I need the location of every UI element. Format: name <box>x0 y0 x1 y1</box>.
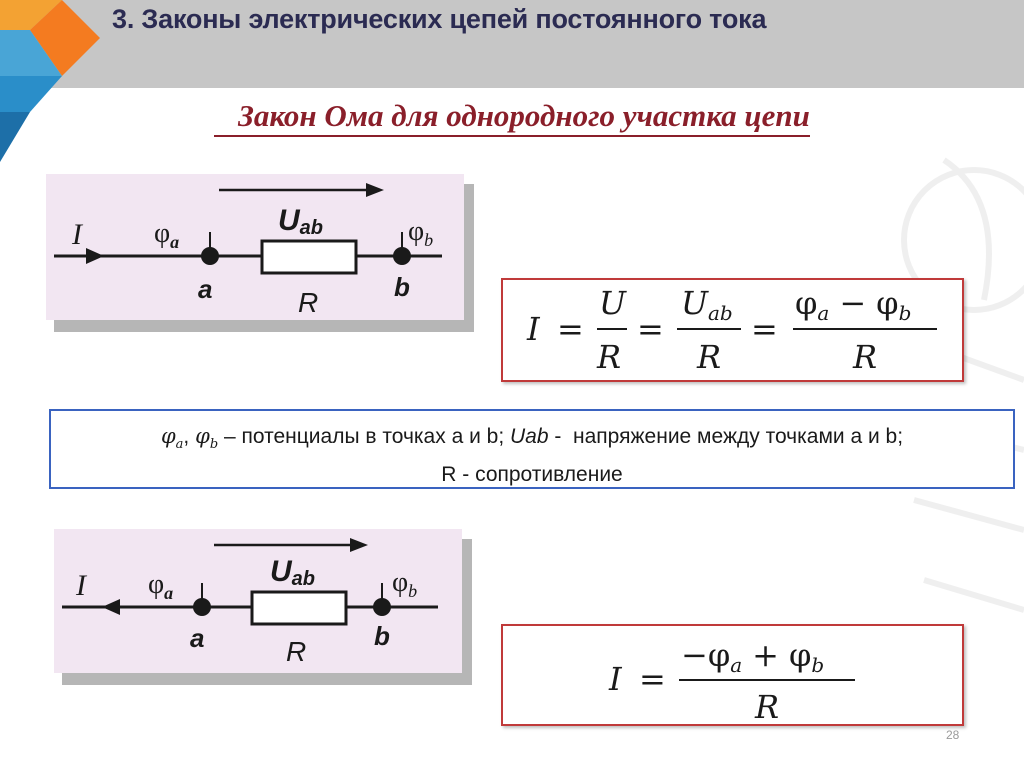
formula-lhs: I <box>609 660 622 698</box>
legend-phi-a: $\varphi_a$ <box>160 424 184 453</box>
legend-uab: Uab <box>510 425 549 448</box>
legend-box <box>49 409 1015 489</box>
current-label: I <box>76 569 86 602</box>
circuit-diagram-bottom <box>52 527 472 687</box>
reverse-current-formula-box <box>501 624 964 726</box>
frac1-den: R <box>597 338 622 376</box>
legend-comma: , <box>183 425 190 448</box>
ohm-law-formula-box <box>501 278 964 382</box>
node-b-label: b <box>374 621 390 651</box>
node-a-dot <box>201 247 219 265</box>
legend-line-2: R - сопротивление <box>441 463 623 487</box>
slide-title: 3. Законы электрических цепей постоянного тока <box>112 4 767 34</box>
legend-text-2: - напряжение между точками a и b; <box>548 425 904 448</box>
subtitle-text: Закон Ома для однородного участка цепи <box>214 98 810 137</box>
voltage-label: Uab <box>270 555 316 590</box>
frac2-num: Uab <box>681 284 733 325</box>
phi-a-label: $\varphi_a$ <box>148 569 174 603</box>
legend-line-1 <box>51 421 1013 460</box>
frac3-num: φa − φb <box>795 284 912 325</box>
phi-b-label: $\varphi_b$ <box>408 216 434 250</box>
resistor <box>252 592 346 624</box>
formula-eq: = <box>639 660 666 698</box>
node-a-dot <box>193 598 211 616</box>
ohm-law-formula <box>503 280 962 380</box>
formula-eq-2: = <box>637 310 664 348</box>
phi-a-label: $\varphi_a$ <box>154 218 180 252</box>
node-b-dot <box>393 247 411 265</box>
node-a-label: a <box>190 623 205 653</box>
resistor-label: R <box>286 636 307 667</box>
frac2-den: R <box>697 338 722 376</box>
legend-phi-b: $\varphi_b$ <box>195 424 219 453</box>
frac3-den: R <box>853 338 878 376</box>
node-b-dot <box>373 598 391 616</box>
node-a-label: a <box>198 274 213 304</box>
frac1-num: U <box>599 284 626 322</box>
legend-text-1: – потенциалы в точках a и b; <box>218 425 510 448</box>
resistor-label: R <box>298 287 319 318</box>
reverse-current-formula <box>503 626 962 724</box>
resistor <box>262 241 356 273</box>
current-label: I <box>72 218 82 251</box>
formula-lhs: I <box>527 310 540 348</box>
phi-b-label: $\varphi_b$ <box>392 567 418 601</box>
page-number: 28 <box>946 728 960 742</box>
formula-num: −φa + φb <box>681 636 825 677</box>
formula-eq: = <box>557 310 584 348</box>
circuit-diagram-top <box>44 172 474 332</box>
formula-den: R <box>755 688 780 724</box>
logo-icon <box>0 0 110 165</box>
formula-eq-3: = <box>751 310 778 348</box>
voltage-label: Uab <box>278 204 324 239</box>
node-b-label: b <box>394 272 410 302</box>
watermark-emblem <box>884 120 1024 680</box>
section-subtitle <box>0 98 1024 134</box>
